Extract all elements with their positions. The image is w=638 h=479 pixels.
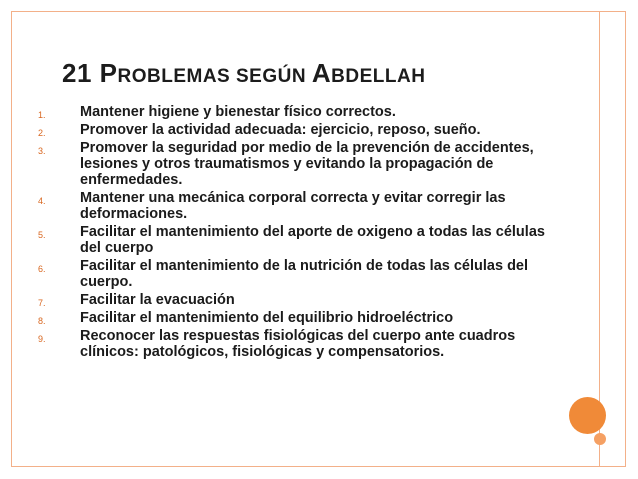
list-text: Mantener higiene y bienestar físico correctos. (80, 104, 396, 120)
list-number: 8. (38, 316, 46, 326)
list-text: Facilitar el mantenimiento del equilibrio hidroeléctrico (80, 310, 454, 326)
list-number: 5. (38, 230, 46, 240)
title-part: BDELLAH (331, 66, 426, 87)
list-number: 1. (38, 110, 46, 120)
list-number: 6. (38, 264, 46, 274)
list-text: Promover la actividad adecuada: ejercicio, reposo, sueño. (80, 122, 481, 138)
slide-title (62, 58, 425, 89)
title-part: A (311, 58, 332, 88)
list-item (38, 328, 558, 360)
small-circle-decoration (594, 433, 606, 445)
list-item (38, 190, 558, 222)
list-number: 3. (38, 146, 46, 156)
list-text: Facilitar el mantenimiento de la nutrición de todas las células del cuerpo. (80, 258, 529, 290)
list-number: 9. (38, 334, 46, 344)
frame-divider-line (599, 11, 600, 467)
list-text: Mantener una mecánica corporal correcta y evitar corregir las deformaciones. (80, 190, 506, 222)
list-text: Facilitar el mantenimiento del aporte de oxigeno a todas las células del cuerpo (80, 224, 545, 256)
problem-list (38, 104, 558, 362)
list-item (38, 310, 558, 326)
list-number: 2. (38, 128, 46, 138)
list-item (38, 122, 558, 138)
orange-circle-decoration (569, 397, 606, 434)
list-item (38, 292, 558, 308)
list-item (38, 104, 558, 120)
list-item (38, 224, 558, 256)
list-number: 7. (38, 298, 46, 308)
list-text: Promover la seguridad por medio de la prevención de accidentes, lesiones y otros traumatismos y evitando la propagación de enfermedades. (80, 140, 534, 188)
list-item (38, 140, 558, 188)
title-part: ROBLEMAS SEGÚN (117, 66, 312, 87)
list-item (38, 258, 558, 290)
title-part: 21 P (62, 58, 118, 88)
list-number: 4. (38, 196, 46, 206)
list-text: Reconocer las respuestas fisiológicas del cuerpo ante cuadros clínicos: patológicos, fisiológicas y compensatorios. (80, 328, 516, 360)
list-text: Facilitar la evacuación (80, 292, 235, 308)
